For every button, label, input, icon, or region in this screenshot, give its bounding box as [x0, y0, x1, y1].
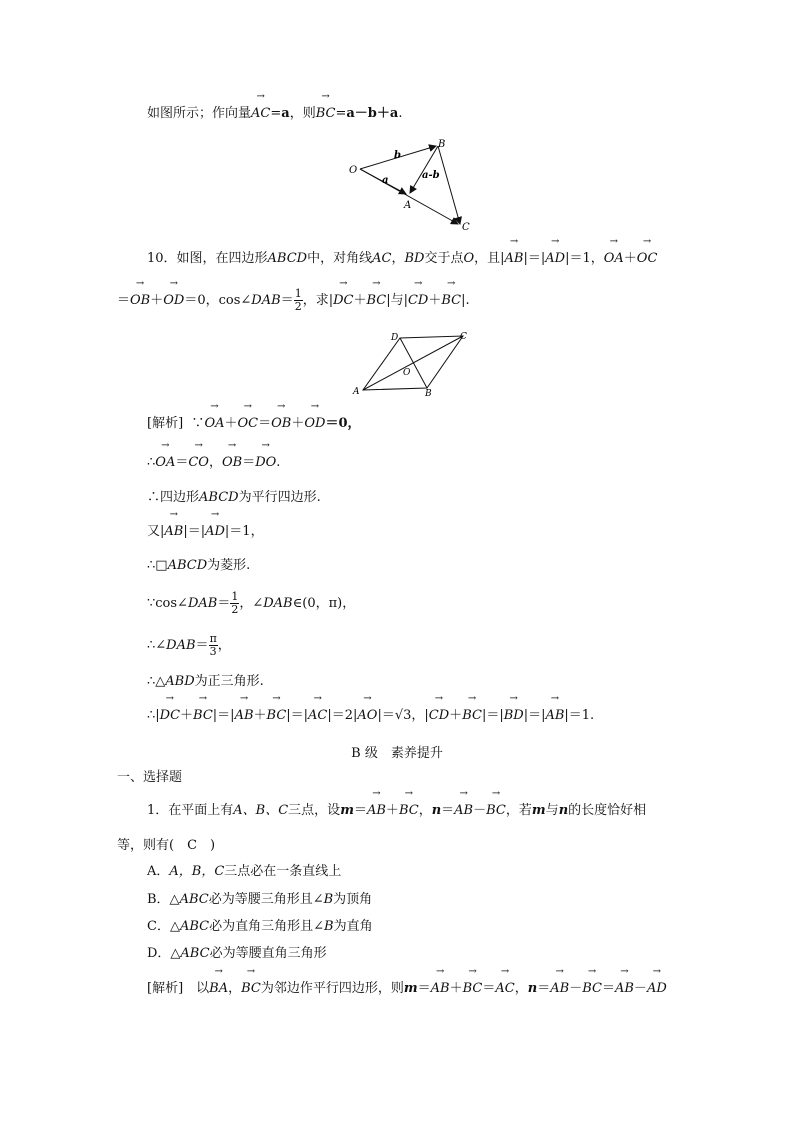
label-a-minus-b: a-b [422, 170, 440, 181]
label-c: C [462, 222, 470, 233]
text: AC [372, 251, 392, 266]
text: ＝ [417, 981, 431, 996]
text: a－b＋a [346, 106, 399, 121]
vector-ab: → AB [431, 979, 450, 999]
text: ， [391, 251, 405, 266]
line-intro [147, 104, 402, 124]
vector-oa: → OA [204, 414, 224, 434]
fraction-pi-over-3 [209, 633, 218, 658]
text: A． [147, 864, 170, 879]
text: n [527, 981, 538, 996]
vector-ac: → AC [251, 104, 270, 124]
vector-bc: → BC [462, 706, 482, 726]
label-vec-b: b [394, 150, 401, 161]
q1-line2: 等，则有( C ) [117, 838, 216, 853]
sol-line6 [147, 591, 355, 616]
text: ＝ [601, 981, 615, 996]
text: n [558, 803, 569, 818]
option-d [147, 944, 327, 964]
sol-line5 [147, 556, 250, 576]
text: |＝1， [224, 524, 264, 539]
text: ABC [180, 946, 210, 961]
part-heading: 一、选择题 [117, 770, 183, 785]
vector-ab: → AB [235, 706, 254, 726]
text: ∴∠ [147, 638, 167, 653]
vector-co: → CO [188, 453, 209, 473]
text: |＝1， [565, 251, 604, 266]
text: |. [461, 293, 470, 308]
vector-cd: → CD [408, 291, 428, 311]
text: ∴△ [147, 674, 166, 689]
solution-tag: [解析] [147, 416, 184, 431]
label-b: B [438, 139, 446, 150]
text: 三点，设 [288, 803, 341, 818]
text: 的长度恰好相 [568, 803, 647, 818]
label-a: A [353, 387, 360, 397]
label-o: O [403, 368, 411, 378]
option-b [147, 890, 372, 910]
parallelogram-figure [345, 328, 475, 398]
vector-ad: → AD [205, 522, 225, 542]
label-b: B [425, 389, 432, 398]
vector-ao: → AO [357, 706, 377, 726]
vector-ab: → AB [164, 522, 183, 542]
text: ABC [179, 919, 210, 934]
text: ， [208, 455, 222, 470]
text: ABCD [199, 490, 239, 505]
sol-line4 [147, 522, 264, 542]
label-c: C [460, 332, 467, 342]
vector-bc: → BC [582, 979, 602, 999]
text: 必为等腰直角三角形 [209, 946, 327, 961]
text: m [403, 981, 418, 996]
text: ＝ [217, 596, 231, 611]
text: 必为等腰三角形且∠ [208, 892, 324, 907]
section-heading: B 级 素养提升 [351, 746, 443, 761]
vector-ab: → AB [367, 801, 386, 821]
text: BD [404, 251, 425, 266]
text: ∴ [147, 455, 156, 470]
text: DAB [166, 638, 196, 653]
text: 1．在平面上有 [147, 803, 234, 818]
denominator: 3 [209, 645, 217, 658]
vector-od: → OD [304, 414, 325, 434]
vector-bc: → BC [399, 801, 419, 821]
text: 为邻边作平行四边形，则 [260, 981, 404, 996]
vector-ab: → AB [545, 706, 564, 726]
option-c [147, 917, 373, 937]
vector-ob: → OB [130, 291, 150, 311]
vector-ab: → AB [454, 801, 473, 821]
text: ，且| [474, 251, 505, 266]
text: |＝| [523, 708, 546, 723]
text: |＝| [183, 524, 206, 539]
text: ∵ [191, 416, 205, 431]
label-a: A [404, 200, 412, 211]
numerator: 1 [294, 287, 302, 300]
text: ＋ [224, 416, 238, 431]
text: n [431, 803, 442, 818]
text: 与 [545, 803, 559, 818]
label-o: O [349, 165, 358, 176]
vector-bd: → BD [504, 706, 524, 726]
option-a [147, 862, 341, 882]
text: ∴□ [147, 558, 168, 573]
sol-line7 [147, 633, 231, 658]
text: |＝| [286, 708, 309, 723]
label-vec-a: a [382, 175, 389, 186]
vector-bc: → BC [441, 291, 461, 311]
q10-line1 [147, 249, 657, 269]
text: 为顶角 [333, 892, 373, 907]
text: ＋ [180, 708, 194, 723]
text: 为平行四边形. [238, 490, 321, 505]
text: 为直角 [333, 919, 373, 934]
q1-line1 [147, 801, 646, 821]
text: ＝ [353, 803, 367, 818]
text: 必为直角三角形且∠ [209, 919, 324, 934]
text: ＋ [428, 293, 442, 308]
numerator: 1 [231, 590, 239, 603]
text: C．△ [147, 919, 180, 934]
text: 10．如图，在四边形 [147, 251, 268, 266]
fraction-half [230, 591, 239, 616]
text: ，若 [505, 803, 532, 818]
vector-bc: → BC [241, 979, 261, 999]
text: ＝ [280, 293, 294, 308]
vector-ab: → AB [615, 979, 634, 999]
text: ＝ [482, 981, 496, 996]
text: ＋ [253, 708, 267, 723]
vector-triangle-figure [340, 136, 480, 236]
text: ＝ [441, 803, 455, 818]
q10-line2 [117, 288, 470, 313]
text: DAB [263, 596, 293, 611]
denominator: 2 [231, 603, 239, 616]
denominator: 2 [294, 300, 302, 313]
text: ＋ [291, 416, 305, 431]
text: ＝ [537, 981, 551, 996]
text: ∴四边形 [147, 490, 200, 505]
numerator: π [209, 632, 217, 645]
text: ，求| [302, 293, 334, 308]
vector-ad: → AD [545, 249, 565, 269]
sol-line3 [147, 488, 321, 508]
vector-bc: → BC [366, 291, 386, 311]
text: ＝ [258, 416, 272, 431]
text: ＝ [175, 455, 189, 470]
text: － [569, 981, 583, 996]
text: ＋ [449, 981, 463, 996]
text: ABD [165, 674, 195, 689]
vector-cd: → CD [429, 706, 449, 726]
vector-ac: → AC [495, 979, 514, 999]
sol-line1 [147, 414, 361, 434]
text: 为菱形. [207, 558, 251, 573]
vector-bc: → BC [193, 706, 213, 726]
text: a [281, 106, 290, 121]
text: A，B，C [169, 864, 225, 879]
fraction-half [294, 288, 303, 313]
vector-oc: → OC [238, 414, 259, 434]
text: ， [418, 803, 432, 818]
sol-line8 [147, 672, 264, 692]
text: 交于点 [424, 251, 464, 266]
text: 中，对角线 [307, 251, 373, 266]
label-d: D [391, 333, 399, 343]
vector-ob: → OB [271, 414, 291, 434]
text: ABCD [267, 251, 308, 266]
text: ， [514, 981, 528, 996]
text: ＝ [242, 455, 256, 470]
text: ＝0，cos∠ [184, 293, 252, 308]
text: m [340, 803, 354, 818]
text: ∵cos∠ [147, 596, 188, 611]
text: ＋ [150, 293, 164, 308]
text: |与| [386, 293, 408, 308]
vector-ab: → AB [505, 249, 524, 269]
vector-bc: → BC [267, 706, 287, 726]
text: B [323, 892, 334, 907]
text: ABC [179, 892, 209, 907]
text: |＝√3，| [377, 708, 429, 723]
text: ，则 [289, 106, 316, 121]
text: ∴| [147, 708, 160, 723]
sol-line2 [147, 453, 280, 473]
vector-bc: → BC [463, 979, 483, 999]
vector-ad: → AD [647, 979, 667, 999]
vector-do: → DO [255, 453, 276, 473]
text: |＝| [212, 708, 235, 723]
text: O [463, 251, 475, 266]
text: ＋ [353, 293, 367, 308]
vector-dc: → DC [333, 291, 353, 311]
text: |＝| [523, 251, 546, 266]
text: ABCD [167, 558, 208, 573]
text: . [276, 455, 281, 470]
text: |＝1. [564, 708, 595, 723]
vector-ba: → BA [209, 979, 228, 999]
vector-ob: → OB [222, 453, 242, 473]
text: D．△ [147, 946, 181, 961]
text: ， [217, 638, 231, 653]
text: DAB [187, 596, 218, 611]
vector-bc: → BC [486, 801, 506, 821]
text: － [473, 803, 487, 818]
text: － [633, 981, 647, 996]
text: B [324, 919, 334, 934]
vector-od: → OD [163, 291, 184, 311]
text: 三点必在一条直线上 [224, 864, 342, 879]
vector-oa: → OA [155, 453, 175, 473]
text: B．△ [147, 892, 180, 907]
text: = [335, 106, 347, 121]
vector-ac: → AC [308, 706, 327, 726]
text: ＝ [117, 293, 131, 308]
vector-oa: → OA [604, 249, 624, 269]
text: ＋ [623, 251, 637, 266]
vector-dc: → DC [160, 706, 180, 726]
text: A、B、C [233, 803, 289, 818]
text: ∈(0，π)， [292, 596, 356, 611]
text: |＝| [481, 708, 504, 723]
text: |＝2| [327, 708, 358, 723]
arrow-bc [438, 146, 460, 224]
sol-line9 [147, 706, 594, 726]
vector-ab: → AB [550, 979, 569, 999]
text: [解析] 以 [147, 981, 210, 996]
vector-oc: → OC [637, 249, 658, 269]
text: ，∠ [239, 596, 264, 611]
text: . [398, 106, 403, 121]
text: ＋ [385, 803, 399, 818]
text: ， [228, 981, 242, 996]
text: 如图所示；作向量 [147, 106, 252, 121]
text: ＋ [449, 708, 463, 723]
text: = [270, 106, 282, 121]
text: ＝0， [325, 416, 361, 431]
diagonal-bd [400, 338, 427, 388]
text: 为正三角形. [194, 674, 264, 689]
text: 又| [147, 524, 165, 539]
text: DAB [251, 293, 281, 308]
vector-bc: → BC [316, 104, 336, 124]
text: m [531, 803, 546, 818]
text: ＝ [195, 638, 209, 653]
q1-solution [147, 979, 667, 999]
